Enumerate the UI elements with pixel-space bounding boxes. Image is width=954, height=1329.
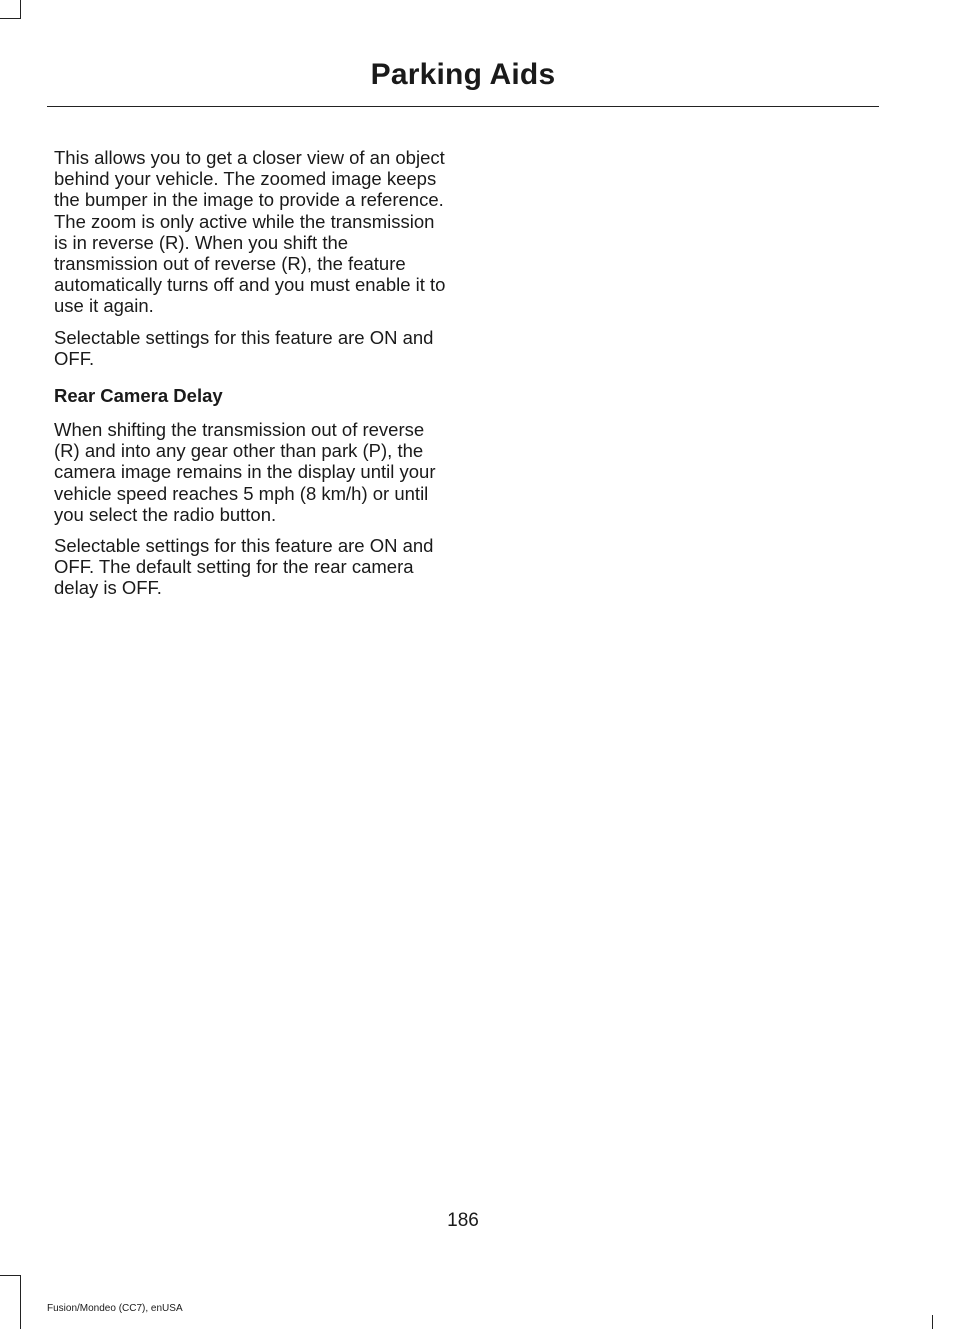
document-id: Fusion/Mondeo (CC7), enUSA [47,1303,183,1314]
crop-mark-top-left-vertical [20,0,21,18]
page-number: 186 [447,1210,479,1231]
paragraph-zoom-description: This allows you to get a closer view of an object behind your vehicle. The zoomed image keeps the bumper in the image to provide a reference. The zoom is only active while the transmission is in reverse (R). When you shift the transmission out of reverse (R), the feature automatically turns off and you must enable it to use it again. [54,147,446,317]
title-divider [47,106,879,107]
crop-mark-bottom-right-vertical [932,1315,933,1329]
text-column [54,147,450,609]
paragraph-delay-settings: Selectable settings for this feature are ON and OFF. The default setting for the rear camera delay is OFF. [54,535,434,599]
section-heading-rear-camera-delay: Rear Camera Delay [54,385,223,407]
crop-mark-bottom-left-vertical [20,1275,21,1329]
paragraph-zoom-settings: Selectable settings for this feature are ON and OFF. [54,326,434,369]
page-title: Parking Aids [370,58,556,91]
paragraph-delay-description: When shifting the transmission out of reverse (R) and into any gear other than park (P), the camera image remains in the display until your vehicle speed reaches 5 mph (8 km/h) or until you select the radio button. [54,419,436,525]
crop-mark-bottom-left-horizontal [0,1275,21,1276]
crop-mark-top-left-horizontal [0,18,21,19]
